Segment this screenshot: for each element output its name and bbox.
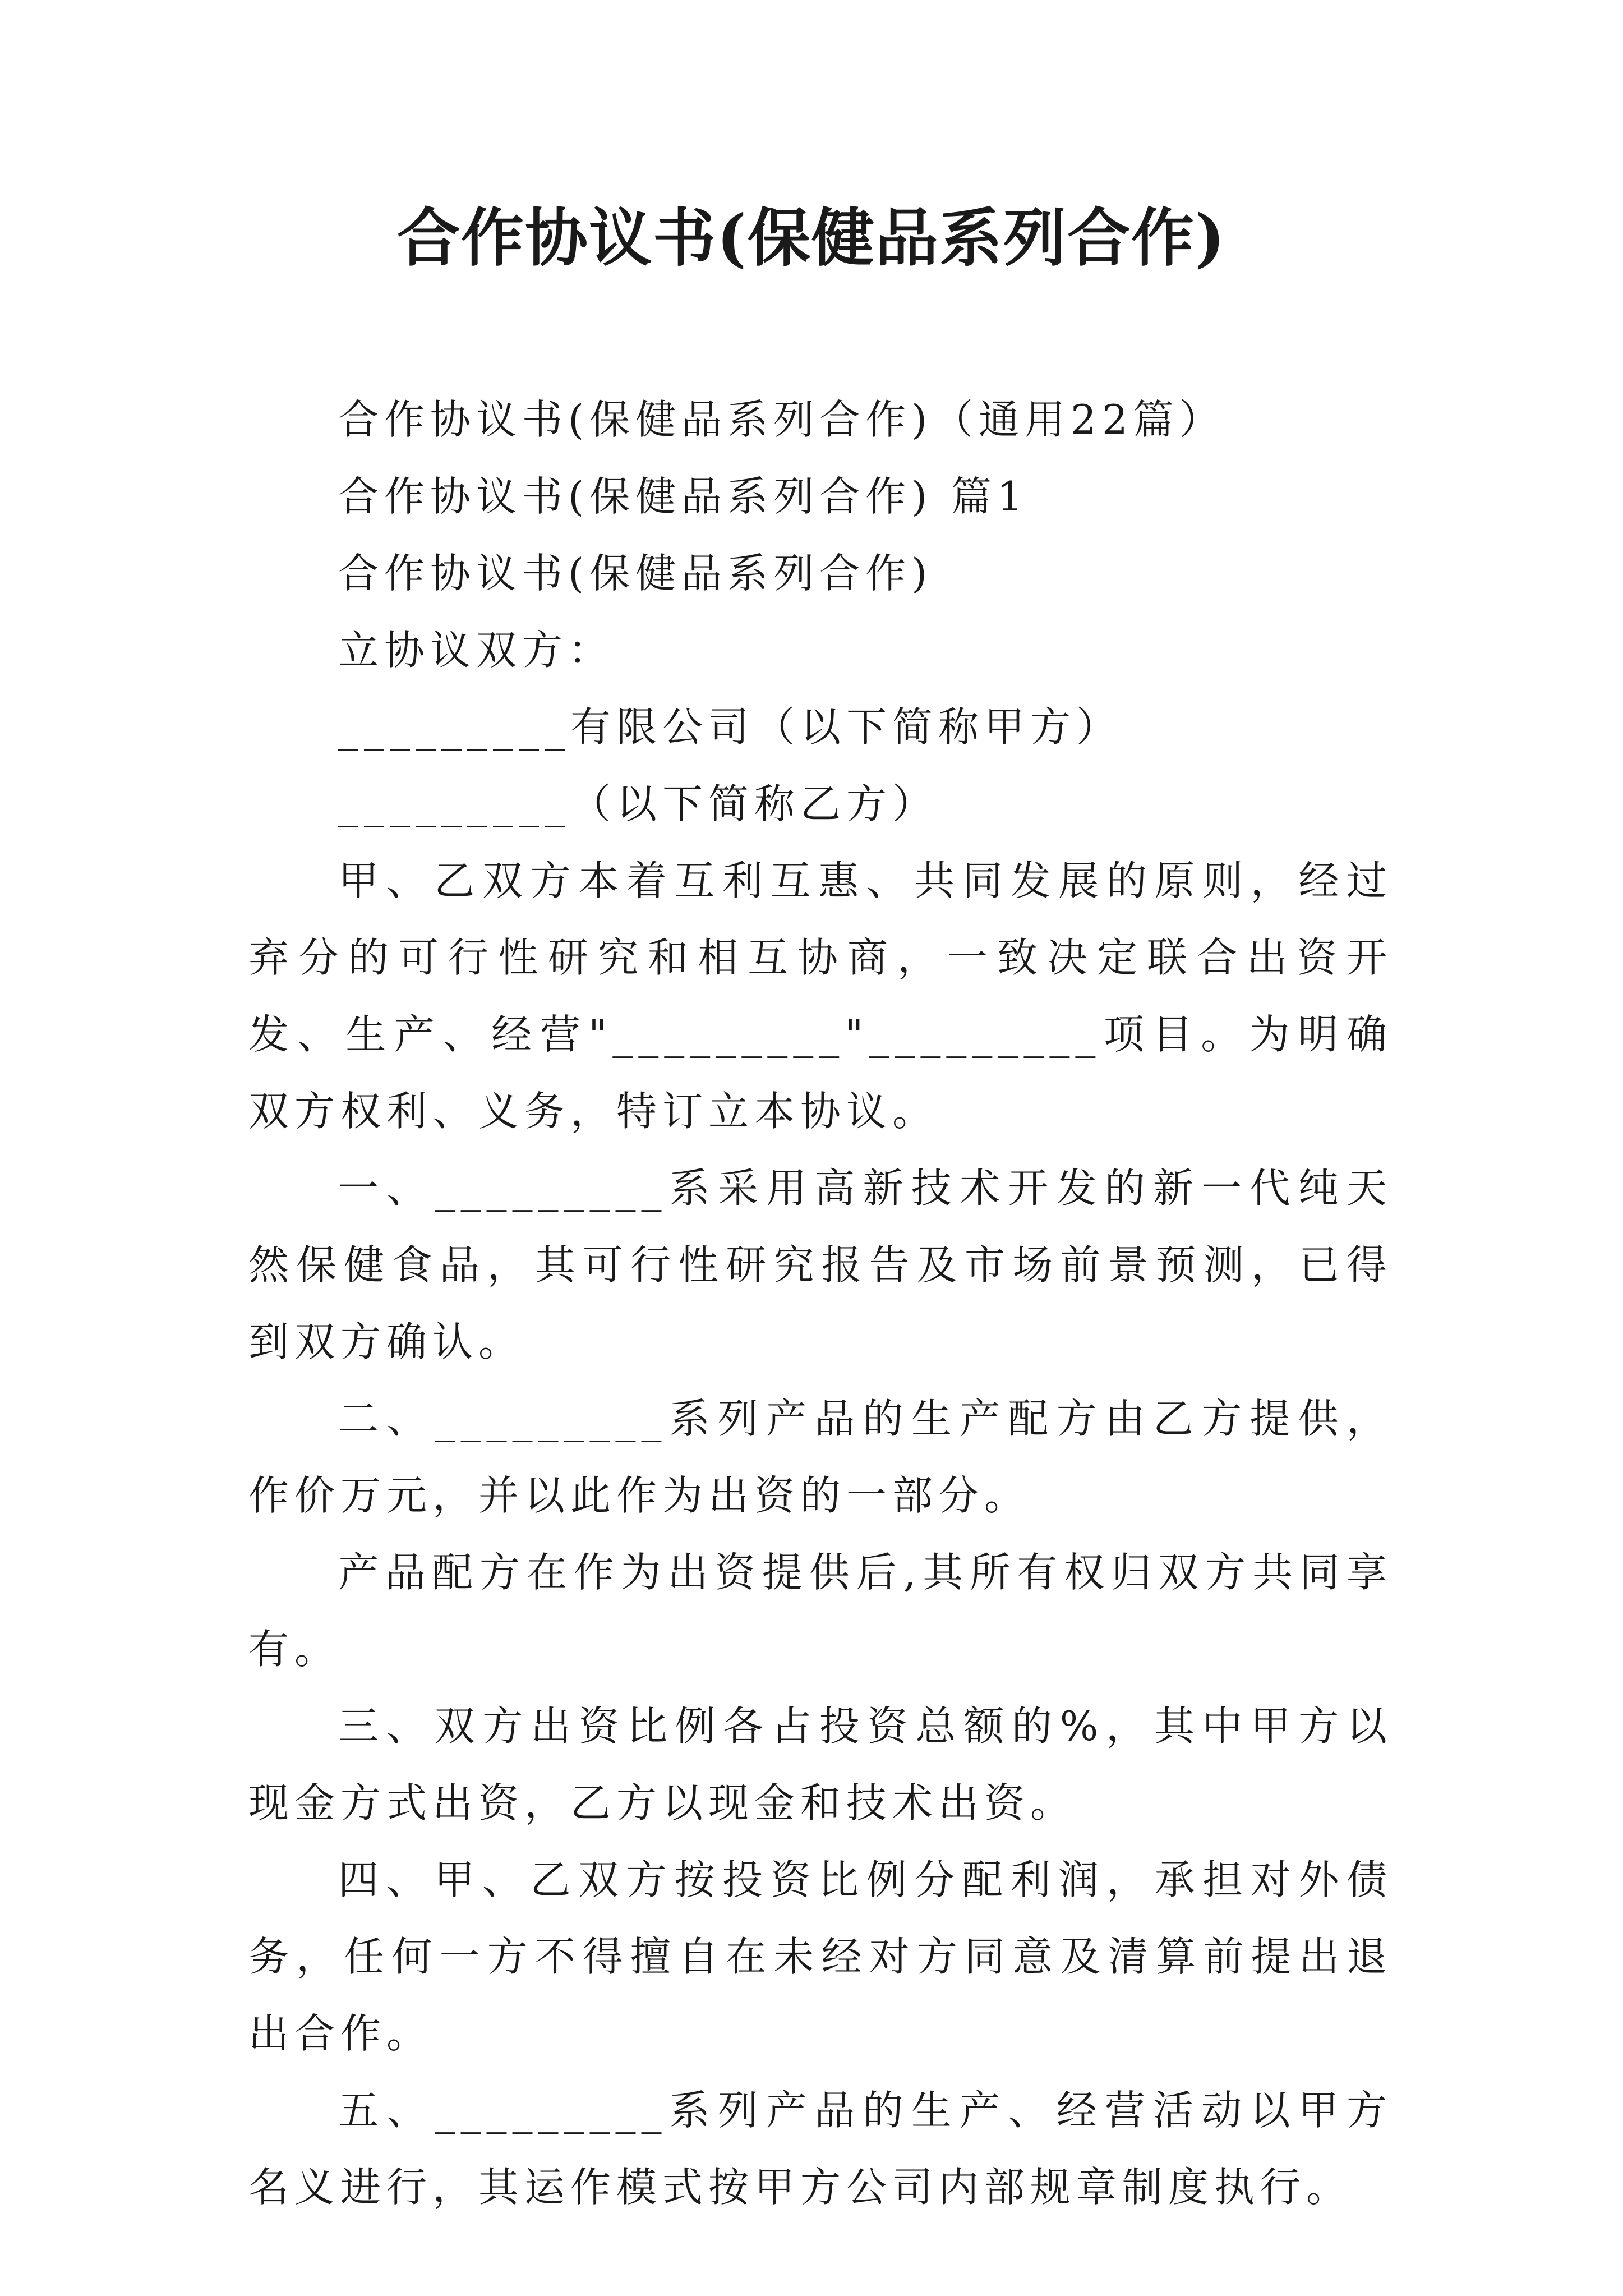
paragraph-party-b: _________（以下简称乙方） — [338, 780, 939, 827]
paragraph-agreement-name: 合作协议书(保健品系列合作) — [338, 550, 933, 597]
paragraph-preamble: 甲、乙双方本着互利互惠、共同发展的原则，经过弃分的可行性研究和相互协商，一致决定联合出资开发、生产、经营"_________"_________项目。为明确双方权利、义务，特订立本协议。 — [248, 857, 1393, 1135]
paragraph-subtitle: 合作协议书(保健品系列合作)（通用22篇） — [338, 396, 1225, 443]
paragraph-clause-5: 五、_________系列产品的生产、经营活动以甲方名义进行，其运作模式按甲方公司内部规章制度执行。 — [248, 2087, 1393, 2211]
paragraph-clause-2-note: 产品配方在作为出资提供后,其所有权归双方共同享有。 — [248, 1549, 1393, 1673]
paragraph-clause-2: 二、_________系列产品的生产配方由乙方提供，作价万元，并以此作为出资的一部分。 — [248, 1395, 1393, 1519]
document-body — [248, 381, 1393, 2226]
paragraph-clause-4: 四、甲、乙双方按投资比例分配利润，承担对外债务，任何一方不得擅自在未经对方同意及清算前提出退出合作。 — [248, 1856, 1393, 2057]
paragraph-clause-1: 一、_________系采用高新技术开发的新一代纯天然保健食品，其可行性研究报告及市场前景预测，已得到双方确认。 — [248, 1165, 1393, 1365]
paragraph-party-a: _________有限公司（以下简称甲方） — [338, 703, 1123, 751]
paragraph-clause-3: 三、双方出资比例各占投资总额的%，其中甲方以现金方式出资，乙方以现金和技术出资。 — [248, 1703, 1393, 1826]
paragraph-chapter-heading: 合作协议书(保健品系列合作) 篇1 — [338, 473, 1029, 520]
document-title: 合作协议书(保健品系列合作) — [397, 201, 1226, 275]
paragraph-parties-heading: 立协议双方： — [338, 627, 615, 674]
